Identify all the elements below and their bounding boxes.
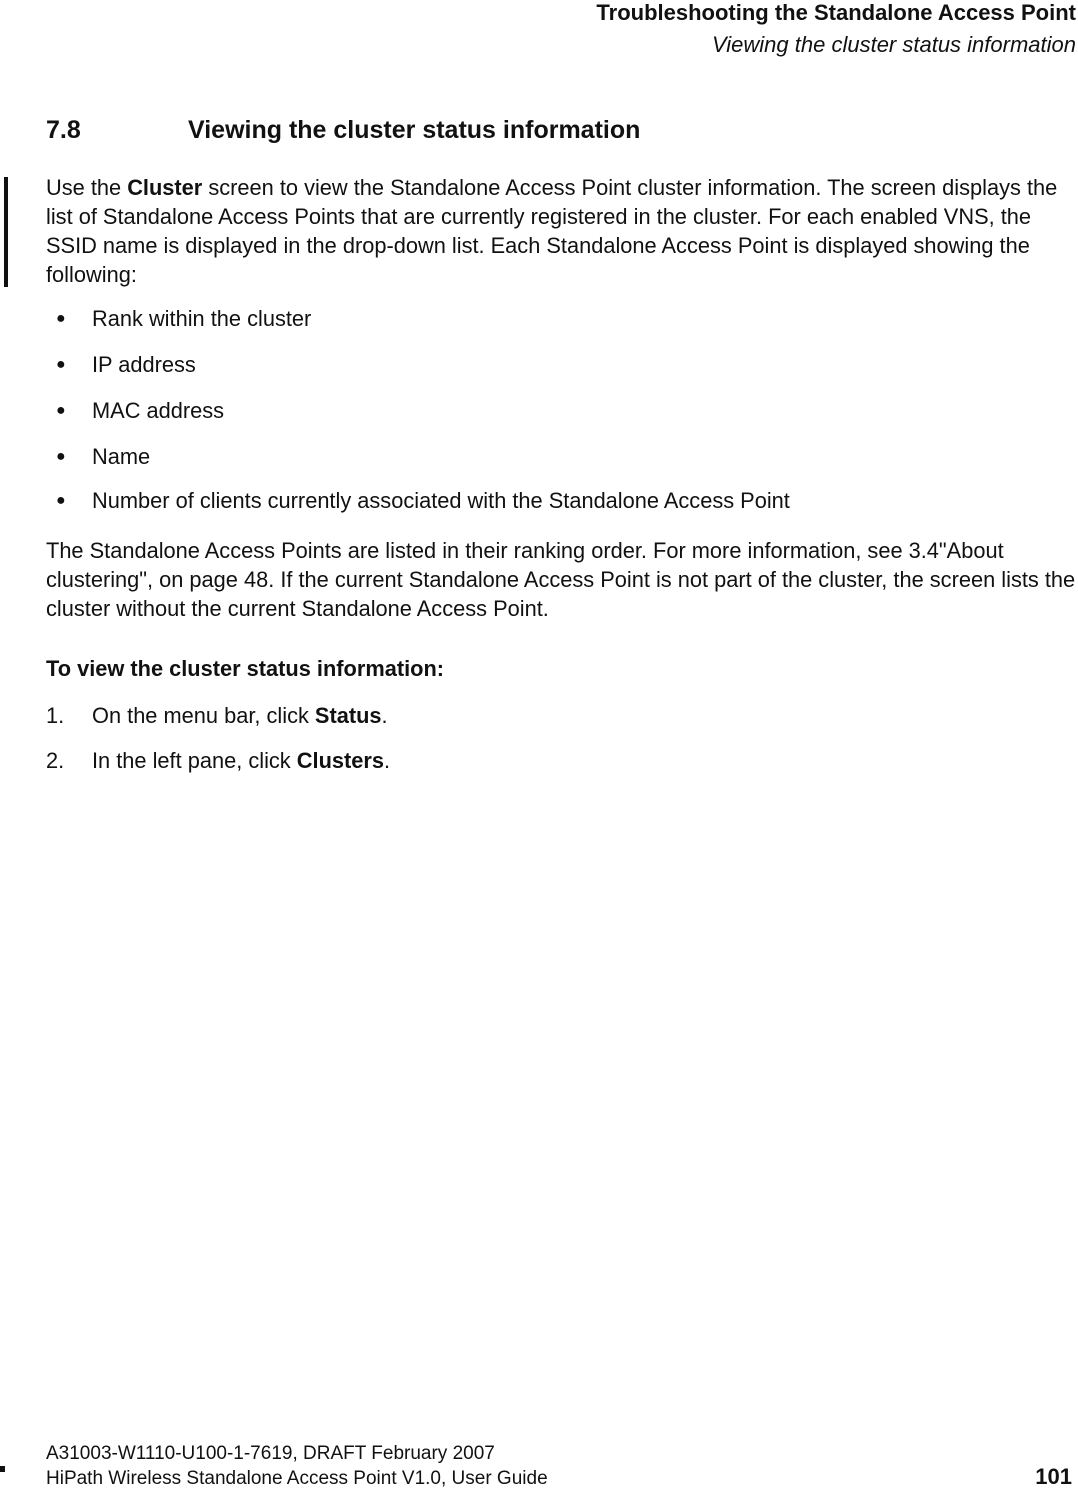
section-number: 7.8 bbox=[46, 116, 81, 144]
step-text bbox=[92, 701, 388, 730]
running-header-title: Troubleshooting the Standalone Access Point bbox=[596, 0, 1076, 25]
bullet-icon: ● bbox=[56, 492, 66, 509]
step-text-start: On the menu bar, click bbox=[92, 703, 315, 728]
bullet-icon: ● bbox=[56, 402, 66, 419]
footer-product: HiPath Wireless Standalone Access Point V1.0, User Guide bbox=[46, 1468, 548, 1489]
change-bar bbox=[4, 177, 8, 287]
step-number: 1. bbox=[46, 703, 65, 728]
intro-text-start: Use the bbox=[46, 175, 128, 200]
bullet-icon: ● bbox=[56, 356, 66, 373]
step-ui-term: Clusters bbox=[296, 748, 384, 773]
step-text-end: . bbox=[384, 748, 391, 773]
list-item-text: IP address bbox=[92, 352, 196, 377]
footer-mark bbox=[0, 1466, 5, 1472]
step-text bbox=[92, 746, 390, 775]
list-item-text: Number of clients currently associated with the Standalone Access Point bbox=[92, 488, 790, 513]
section-title: Viewing the cluster status information bbox=[188, 116, 641, 144]
step-text-end: . bbox=[381, 703, 388, 728]
intro-paragraph bbox=[46, 173, 1076, 289]
list-item-text: Rank within the cluster bbox=[92, 306, 312, 331]
list-item-text: Name bbox=[92, 444, 151, 469]
step-number: 2. bbox=[46, 748, 65, 773]
intro-bold-term: Cluster bbox=[127, 175, 203, 200]
intro-text-rest: screen to view the Standalone Access Point cluster information. The screen displays the list of Standalone Access Points that are currently registered in the cluster. For each enabled VNS, the SSID name is displayed in the drop-down list. Each Standalone Access Point is displayed showing the following: bbox=[46, 175, 1058, 287]
footer-doc-id: A31003-W1110-U100-1-7619, DRAFT February 2007 bbox=[46, 1443, 495, 1464]
bullet-icon: ● bbox=[56, 310, 66, 327]
step-ui-term: Status bbox=[314, 703, 382, 728]
running-header-subtitle: Viewing the cluster status information bbox=[712, 32, 1076, 57]
page-number: 101 bbox=[1035, 1464, 1072, 1489]
bullet-icon: ● bbox=[56, 448, 66, 465]
list-item-text: MAC address bbox=[92, 398, 225, 423]
ranking-paragraph: The Standalone Access Points are listed in their ranking order. For more information, see 3.4"About clustering", on page 48. If the current Standalone Access Point is not part of the cluster, the screen lists the cluster without the current Standalone Access Point. bbox=[46, 538, 1076, 621]
procedure-heading: To view the cluster status information: bbox=[46, 656, 445, 681]
step-text-start: In the left pane, click bbox=[92, 748, 297, 773]
